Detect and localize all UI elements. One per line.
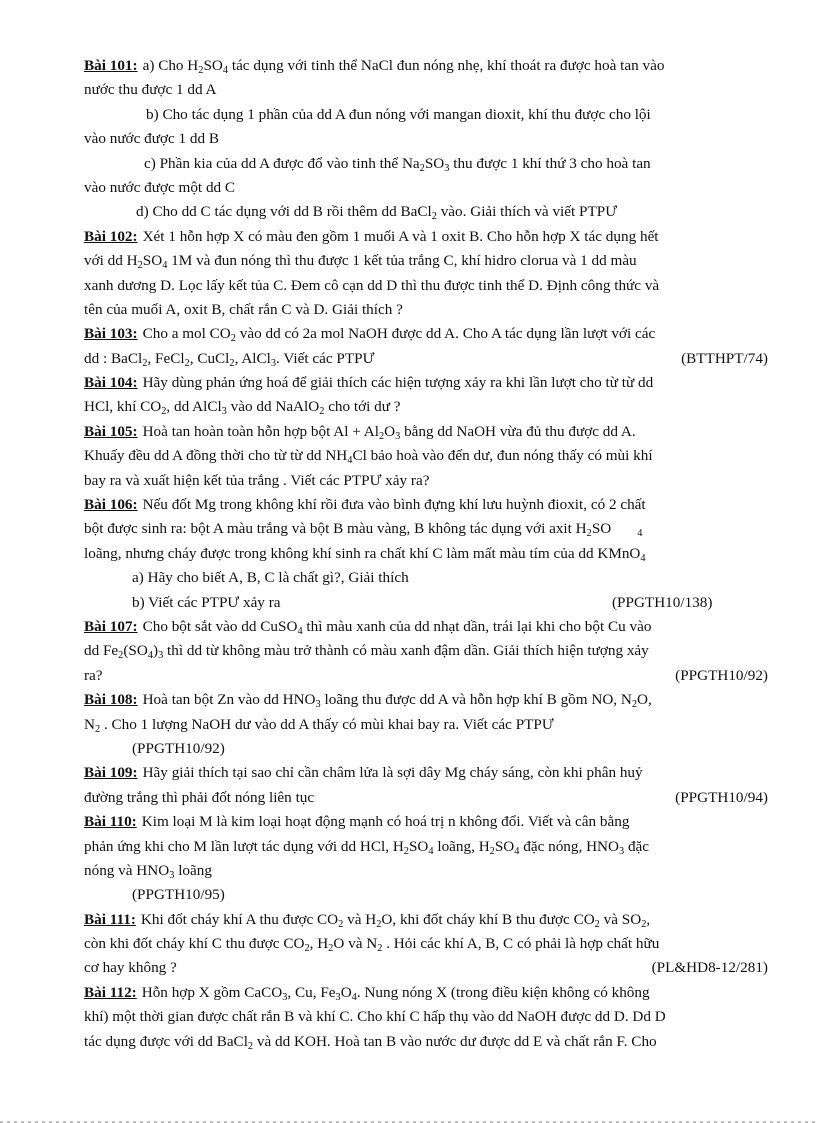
p110-line-4: [84, 883, 768, 907]
p112-line-3: tác dụng được với dd BaCl$_2$ và dd KOH. Hoà tan B vào nước dư được dd E và chất rắn F. Cho: [84, 1032, 657, 1052]
source-reference: (BTTHPT/74): [681, 349, 768, 367]
p109-line-2: đường trắng thì phải đốt nóng liên tục (PPGTH10/94): [84, 786, 768, 810]
source-reference: (PL&HD8-12/281): [651, 959, 768, 977]
source-reference: (PPGTH10/138): [612, 593, 713, 611]
p112-line-2: khí) một thời gian được chất rắn B và khí C. Cho khí C hấp thụ vào dd NaOH được dd D. Dd D: [84, 1008, 666, 1026]
p101-line-7: d) Cho dd C tác dụng với dd B rồi thêm dd BaCl$_2$ vào. Giải thích và viết PTPƯ: [136, 203, 617, 223]
p106-line-2: bột được sinh ra: bột A màu trắng và bột B màu vàng, B không tác dụng với axit $H_2SO$ $_4$: [84, 520, 643, 540]
p108-line-3: [84, 737, 768, 761]
p103-line-1: Bài 103: Cho a mol $CO_2$ vào dd có 2a mol NaOH được dd A. Cho A tác dụng lần lượt với các: [84, 325, 656, 345]
p111-line-2: còn khi đốt cháy khí C thu được $CO_2$, $H_2O$ và $N_2$ . Hỏi các khí A, B, C có phải là hợp chất hữu: [84, 935, 660, 954]
p106-line-5: b) Viết các PTPƯ xảy ra (PPGTH10/138): [84, 591, 768, 615]
p110-line-1: Bài 110: Kim loại M là kim loại hoạt động mạnh có hoá trị n không đổi. Viết và cân bằng: [84, 813, 630, 831]
p109-line-1: Bài 109: Hãy giải thích tại sao chỉ cần châm lửa là sợi dây Mg cháy sáng, còn khi phân huỷ: [84, 764, 643, 782]
p111-line-3: cơ hay không ? (PL&HD8-12/281): [84, 956, 768, 980]
source-reference: (PPGTH10/92): [132, 739, 225, 757]
p102-line-3: xanh dương D. Lọc lấy kết tủa C. Đem cô cạn dd D thì thu được tinh thể D. Định công thức và: [84, 276, 660, 294]
problem-label: Bài 103:: [84, 325, 138, 343]
p106-line-4: a) Hãy cho biết A, B, C là chất gì?, Giải thích: [132, 569, 409, 587]
p102-line-2: với dd $H_2SO_4$ 1M và đun nóng thì thu được 1 kết tủa trắng C, khí hidro clorua và 1 dd màu: [84, 252, 637, 272]
source-reference: (PPGTH10/92): [675, 666, 768, 684]
problem-label: Bài 109:: [84, 764, 138, 782]
problem-label: Bài 104:: [84, 374, 138, 392]
p107-line-2: dd $Fe_2(SO_4)_3$ thì dd từ không màu trở thành có màu xanh đậm dần. Giải thích hiện tượng xảy: [84, 642, 649, 662]
problem-label: Bài 105:: [84, 422, 138, 440]
p108-line-1: Bài 108: Hoà tan bột Zn vào dd $HNO_3$ loãng thu được dd A và hỗn hợp khí B gồm NO, $N_2O$,: [84, 691, 652, 711]
problem-label: Bài 107:: [84, 617, 138, 635]
p104-line-1: Bài 104: Hãy dùng phản ứng hoá để giải thích các hiện tượng xảy ra khi lần lượt cho từ từ dd: [84, 374, 654, 392]
p103-line-2: dd : BaCl$_2$, FeCl$_2$, CuCl$_2$, AlCl$_3$. Viết các PTPƯ (BTTHPT/74): [84, 347, 768, 371]
p104-line-2: HCl, khí $CO_2$, dd AlCl$_3$ vào dd NaAlO$_2$ cho tới dư ?: [84, 398, 401, 418]
problem-label: Bài 102:: [84, 227, 138, 245]
p110-line-2: phản ứng khi cho M lần lượt tác dụng với dd HCl, $H_2SO_4$ loãng, $H_2SO_4$ đặc nóng, $HNO_3$ đặc: [84, 837, 650, 857]
p108-line-2: $N_2$ . Cho 1 lượng NaOH dư vào dd A thấy có mùi khai bay ra. Viết các PTPƯ: [84, 715, 554, 735]
p105-line-2: Khuấy đều dd A đồng thời cho từ từ dd $NH_4Cl$ bảo hoà vào đến dư, đun nóng thấy có mùi khí: [84, 447, 653, 467]
p101-line-1: Bài 101: a) Cho $H_2SO_4$ tác dụng với tinh thể NaCl đun nóng nhẹ, khí thoát ra được hoà tan vào: [84, 57, 665, 76]
p105-line-1: Bài 105: Hoà tan hoàn toàn hỗn hợp bột $Al + Al_2O_3$ bằng dd NaOH vừa đủ thu được dd A.: [84, 422, 636, 442]
problem-label: Bài 110:: [84, 813, 137, 831]
problem-label: Bài 112:: [84, 983, 137, 1001]
p101-line-4: vào nước được 1 dd B: [84, 130, 220, 148]
p107-line-1: Bài 107: Cho bột sắt vào dd CuSO$_4$ thì màu xanh của dd nhạt dần, trái lại khi cho bột Cu vào: [84, 617, 652, 637]
p101-line-2: nước thu được 1 dd A: [84, 81, 217, 99]
p101-line-6: vào nước được một dd C: [84, 178, 236, 196]
p110-line-3: nóng và $HNO_3$ loãng: [84, 861, 212, 881]
p102-line-1: Bài 102: Xét 1 hỗn hợp X có màu đen gồm 1 muối A và 1 oxit B. Cho hỗn hợp X tác dụng hết: [84, 227, 659, 245]
p101-line-5: c) Phần kia của dd A được đổ vào tinh thể $Na_2SO_3$ thu được 1 khí thứ 3 cho hoà tan: [144, 154, 651, 174]
source-reference: (PPGTH10/95): [132, 886, 225, 904]
p107-line-3: ra? (PPGTH10/92): [84, 664, 768, 688]
p106-line-3: loãng, nhưng cháy được trong không khí sinh ra chất khí C làm mất màu tím của dd KMnO$_4$: [84, 544, 646, 564]
problem-label: Bài 108:: [84, 691, 138, 709]
problem-label: Bài 106:: [84, 496, 138, 514]
p102-line-4: tên của muối A, oxit B, chất rắn C và D. Giải thích ?: [84, 300, 403, 318]
p112-line-1: Bài 112: Hỗn hợp X gồm CaCO$_3$, Cu, $Fe_3O_4$. Nung nóng X (trong điều kiện không có không: [84, 983, 650, 1003]
p101-line-3: b) Cho tác dụng 1 phần của dd A đun nóng với mangan dioxit, khí thu được cho lội: [146, 105, 651, 123]
document-page: [84, 54, 768, 1054]
problem-label: Bài 101:: [84, 57, 138, 74]
source-reference: (PPGTH10/94): [675, 788, 768, 806]
p105-line-3: bay ra và xuất hiện kết tủa trắng . Viết các PTPƯ xảy ra?: [84, 471, 430, 489]
p111-line-1: Bài 111: Khi đốt cháy khí A thu được $CO_2$ và $H_2O$, khi đốt cháy khí B thu được $CO_2$ và $SO_2$,: [84, 910, 651, 930]
p106-line-1: Bài 106: Nếu đốt Mg trong không khí rồi đưa vào bình đựng khí lưu huỳnh đioxit, có 2 chất: [84, 496, 646, 514]
problem-label: Bài 111:: [84, 910, 136, 928]
